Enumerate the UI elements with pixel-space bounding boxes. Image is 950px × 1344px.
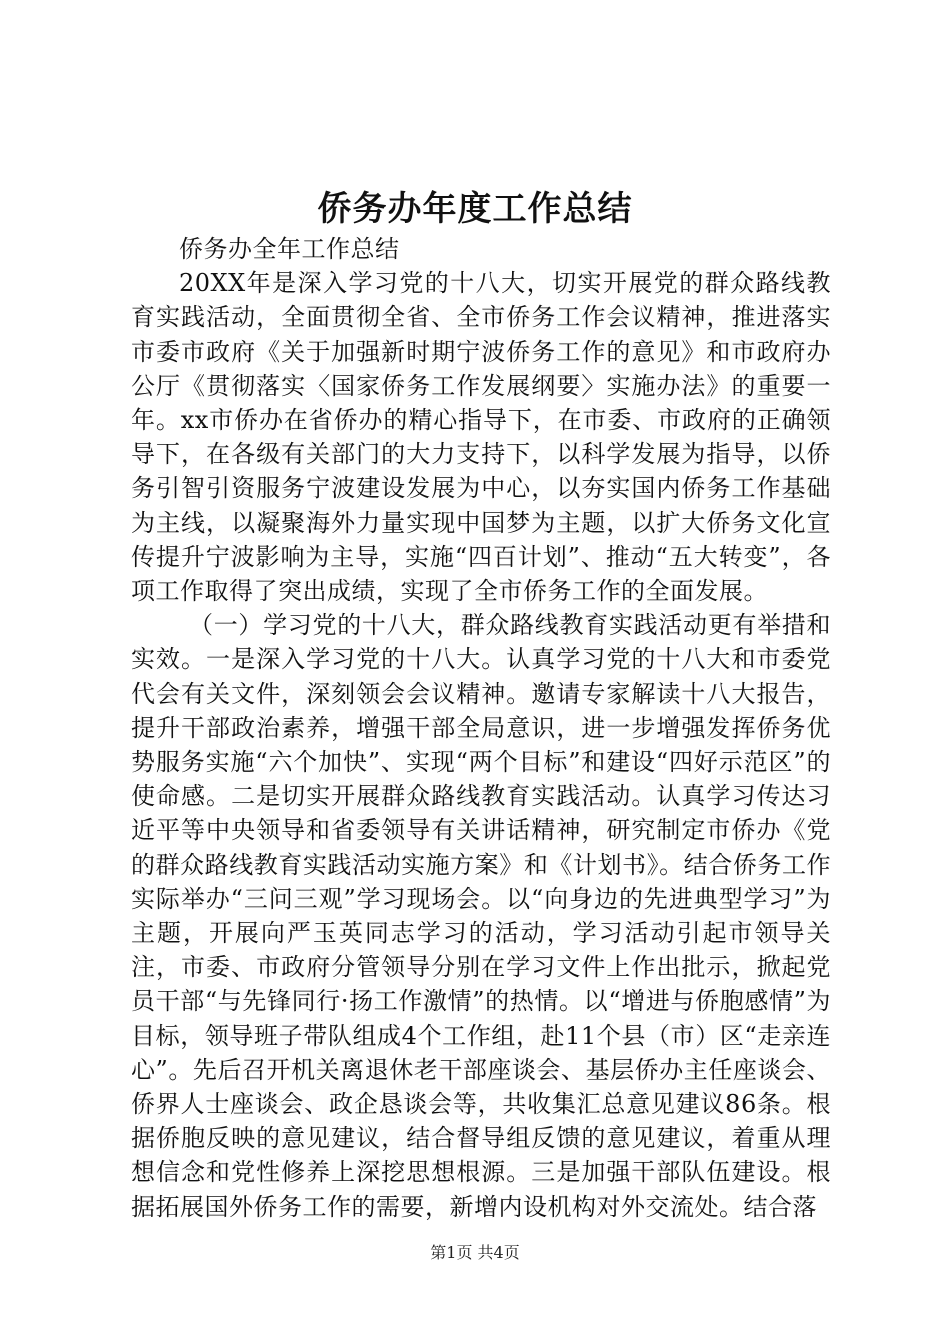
- document-body: [131, 232, 831, 1224]
- document-subtitle: 侨务办全年工作总结: [179, 235, 400, 263]
- document-title: 侨务办年度工作总结: [317, 189, 633, 229]
- page-footer: 第1页 共4页: [430, 1243, 520, 1262]
- paragraph-intro: 20XX年是深入学习党的十八大，切实开展党的群众路线教育实践活动，全面贯彻全省、全市侨务工作会议精神，推进落实市委市政府《关于加强新时期宁波侨务工作的意见》和市政府办公厅《贯彻落实〈国家侨务工作发展纲要〉实施办法》的重要一年。xx市侨办在省侨办的精心指导下，在市委、市政府的正确领导下，在各级有关部门的大力支持下，以科学发展为指导，以侨务引智引资服务宁波建设发展为中心，以夯实国内侨务工作基础为主线，以凝聚海外力量实现中国梦为主题，以扩大侨务文化宣传提升宁波影响为主导，实施“四百计划”、推动“五大转变”，各项工作取得了突出成绩，实现了全市侨务工作的全面发展。: [131, 269, 831, 606]
- paragraph-section-1: （一）学习党的十八大，群众路线教育实践活动更有举措和实效。一是深入学习党的十八大。认真学习党的十八大和市委党代会有关文件，深刻领会会议精神。邀请专家解读十八大报告，提升干部政治素养，增强干部全局意识，进一步增强发挥侨务优势服务实施“六个加快”、实现“两个目标”和建设“四好示范区”的使命感。二是切实开展群众路线教育实践活动。认真学习传达习近平等中央领导和省委领导有关讲话精神，研究制定市侨办《党的群众路线教育实践活动实施方案》和《计划书》。结合侨务工作实际举办“三问三观”学习现场会。以“向身边的先进典型学习”为主题，开展向严玉英同志学习的活动，学习活动引起市领导关注，市委、市政府分管领导分别在学习文件上作出批示，掀起党员干部“与先锋同行·扬工作激情”的热情。以“增进与侨胞感情”为目标，领导班子带队组成4个工作组，赴11个县（市）区“走亲连心”。先后召开机关离退休老干部座谈会、基层侨办主任座谈会、侨界人士座谈会、政企恳谈会等，共收集汇总意见建议86条。根据侨胞反映的意见建议，结合督导组反馈的意见建议，着重从理想信念和党性修养上深挖思想根源。三是加强干部队伍建设。根据拓展国外侨务工作的需要，新增内设机构对外交流处。结合落: [131, 611, 831, 1221]
